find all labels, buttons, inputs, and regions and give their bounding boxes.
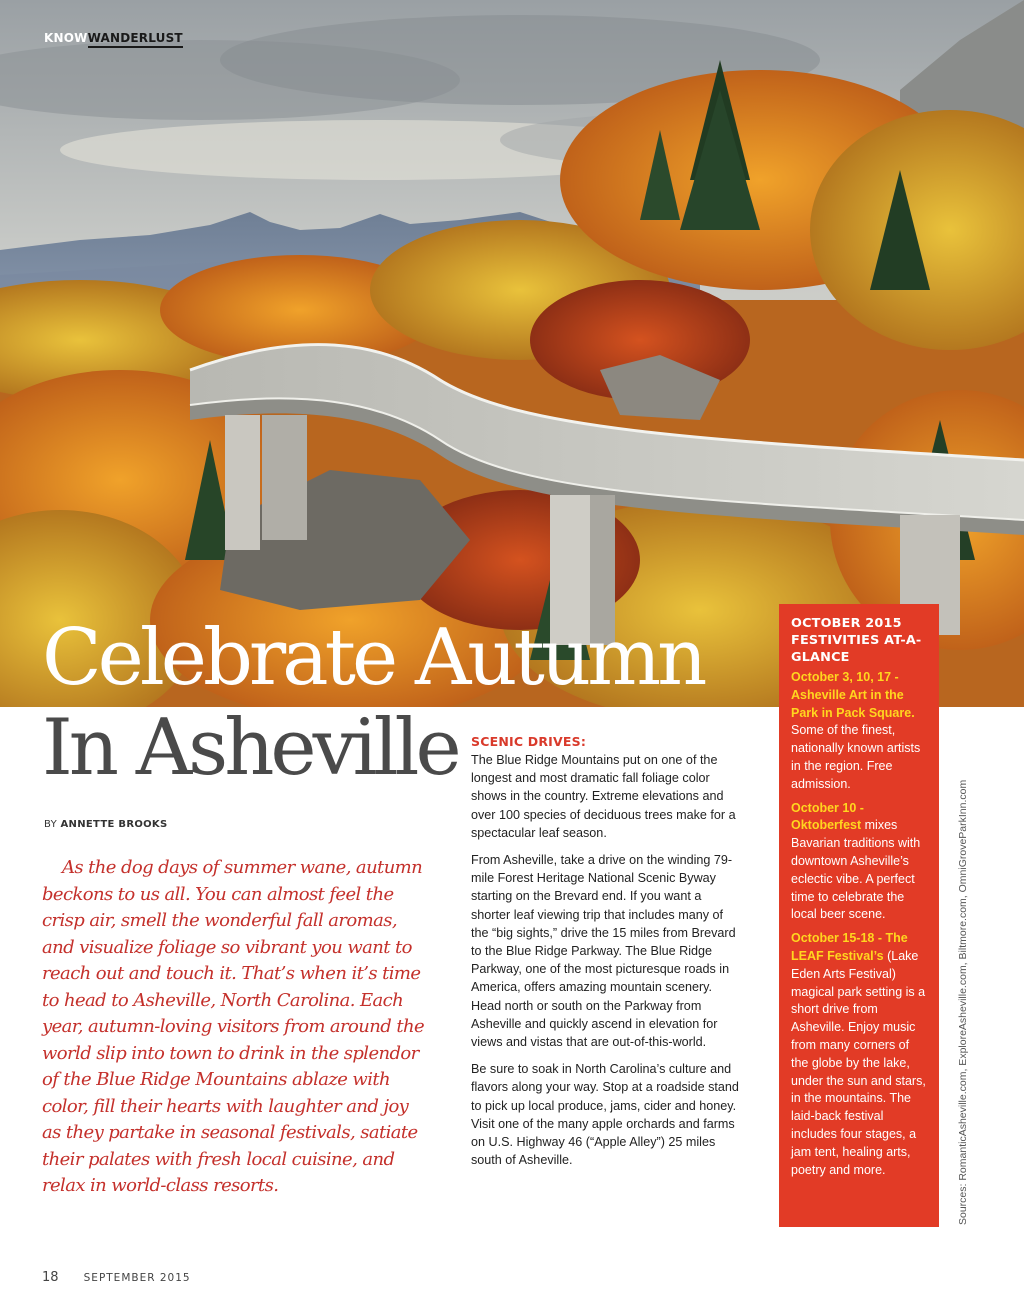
scenic-drives-heading: SCENIC DRIVES: (471, 734, 587, 749)
sidebar-item-text: Some of the finest, nationally known artists in the region. Free admission. (791, 723, 921, 791)
section-tag-know: KNOW (44, 31, 88, 45)
sidebar-item (791, 930, 927, 1179)
sidebar-item-highlight: October 15-18 - The LEAF Festival’s (791, 931, 908, 963)
sidebar-item-highlight: October 3, 10, 17 - Asheville Art in the Park in Pack Square. (791, 670, 915, 720)
page-number: 18 (42, 1270, 59, 1285)
section-tag (44, 31, 183, 45)
byline-prefix: BY (44, 819, 58, 830)
headline-line-2: In Asheville (42, 703, 458, 793)
scenic-paragraph-3: Be sure to soak in North Carolina’s culture and flavors along your way. Stop at a roadside stand to pick up local produce, jams, cider and honey. Visit one of the many apple orchards and farms on U.S. Highway 46 (“Apple Alley”) 25 miles south of Asheville. (471, 1062, 739, 1168)
sidebar-item-text: (Lake Eden Arts Festival) magical park setting is a short drive from Asheville. Enjoy music from many corners of the globe by the lake, under the sun and stars, in the mountains. The laid-back festival includes four stages, a jam tent, healing arts, poetry and more. (791, 948, 926, 1177)
page-footer (42, 1266, 191, 1285)
sidebar-item-highlight: October 10 - Oktoberfest (791, 800, 864, 833)
issue-date: SEPTEMBER 2015 (83, 1272, 191, 1284)
intro-text (42, 855, 432, 1200)
section-tag-wanderlust: WANDERLUST (88, 31, 183, 48)
sidebar-heading: OCTOBER 2015 FESTIVITIES AT-A-GLANCE (791, 616, 922, 665)
headline-line-1: Celebrate Autumn (42, 613, 704, 703)
scenic-drives-column (471, 733, 743, 1178)
festivities-sidebar (779, 604, 939, 1227)
sidebar-item (791, 800, 927, 925)
byline (44, 819, 167, 830)
scenic-paragraph-1: The Blue Ridge Mountains put on one of the longest and most dramatic fall foliage color shows in the country. Extreme elevations and over 100 species of deciduous trees make for a spectacular leaf season. (471, 753, 736, 840)
sources-credit: Sources: RomanticAsheville.com, ExploreAsheville.com, Biltmore.com, OmniGroveParkInn.com (957, 779, 969, 1225)
intro-paragraph: As the dog days of summer wane, autumn beckons to us all. You can almost feel the crisp air, smell the wonderful fall aromas, and visualize foliage so vibrant you want to reach out and touch it. That’s when it’s time to head to Asheville, North Carolina. Each year, autumn-loving visitors from around the world slip into town to drink in the splendor of the Blue Ridge Mountains ablaze with color, fill their hearts with laughter and joy as they partake in seasonal festivals, satiate their palates with fresh local cuisine, and relax in world-class resorts. (42, 857, 425, 1196)
sidebar-item (791, 669, 927, 794)
scenic-paragraph-2: From Asheville, take a drive on the winding 79-mile Forest Heritage National Scenic Byway starting on the Brevard end. If you want a shorter leaf viewing trip that includes many of the “big sights,” drive the 15 miles from Brevard to the Blue Ridge Parkway. The Blue Ridge Parkway, one of the most picturesque roads in America, offers amazing mountain scenery. Head north or south on the Parkway from Asheville and quickly ascend in elevation for views and vistas that are out-of-this-world. (471, 853, 736, 1050)
sidebar-item-text: mixes Bavarian traditions with downtown Asheville’s eclectic vibe. A perfect time to celebrate the local beer scene. (791, 818, 921, 922)
byline-author: ANNETTE BROOKS (60, 819, 168, 830)
